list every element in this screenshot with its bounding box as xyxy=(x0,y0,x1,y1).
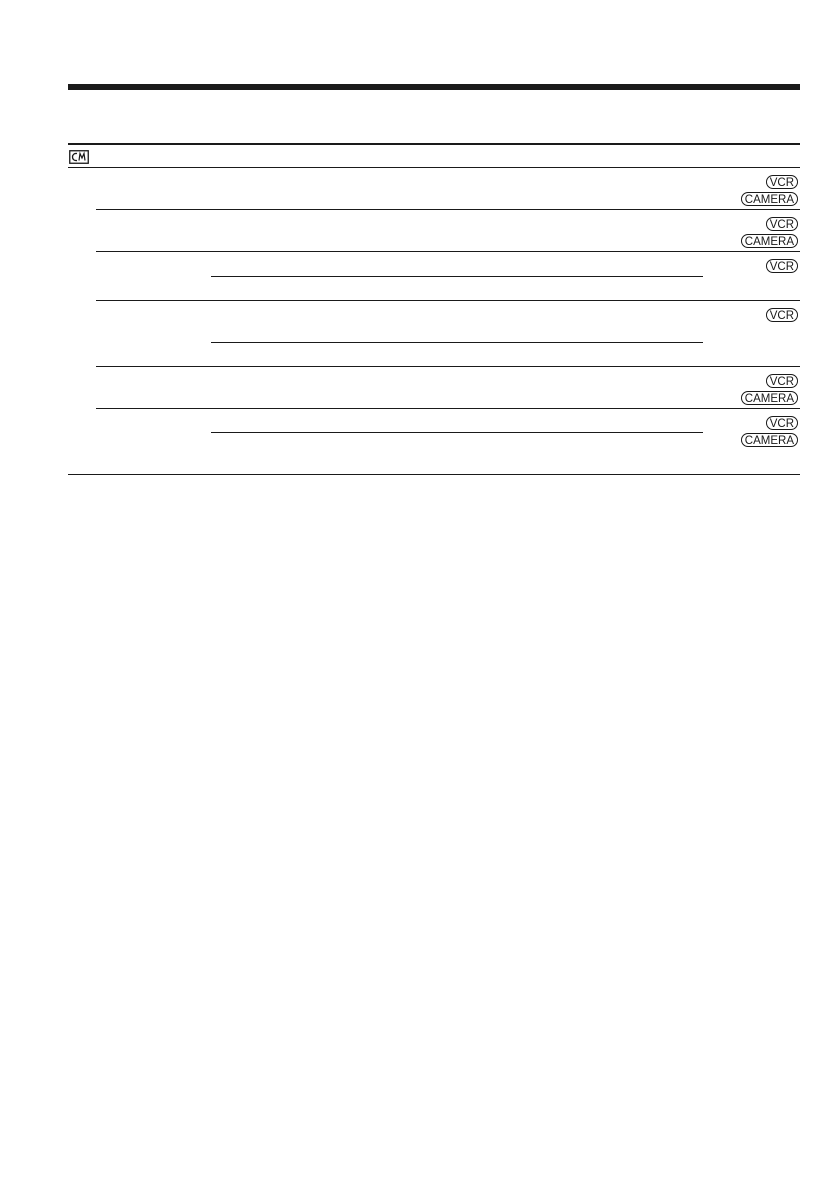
sub-row-divider xyxy=(211,342,703,343)
row-divider xyxy=(96,209,800,210)
mode-badge-camera: CAMERA xyxy=(741,391,798,405)
row-divider xyxy=(96,300,800,301)
mode-badge-camera: CAMERA xyxy=(741,433,798,447)
mode-badge-vcr: VCR xyxy=(766,416,798,430)
sub-row-divider xyxy=(211,276,703,277)
mode-badge-camera: CAMERA xyxy=(741,234,798,248)
header-row-divider xyxy=(68,167,800,168)
cm-icon xyxy=(69,150,89,164)
table-bottom-border xyxy=(68,474,800,475)
row-divider xyxy=(96,408,800,409)
mode-badge-vcr: VCR xyxy=(766,308,798,322)
mode-badge-vcr: VCR xyxy=(766,259,798,273)
mode-badge-vcr: VCR xyxy=(766,217,798,231)
header-thick-rule xyxy=(68,84,800,90)
table-top-border xyxy=(68,143,800,145)
row-divider xyxy=(96,366,800,367)
sub-row-divider xyxy=(211,432,703,433)
mode-badge-vcr: VCR xyxy=(766,374,798,388)
mode-badge-camera: CAMERA xyxy=(741,192,798,206)
row-divider xyxy=(96,251,800,252)
mode-badge-vcr: VCR xyxy=(766,175,798,189)
